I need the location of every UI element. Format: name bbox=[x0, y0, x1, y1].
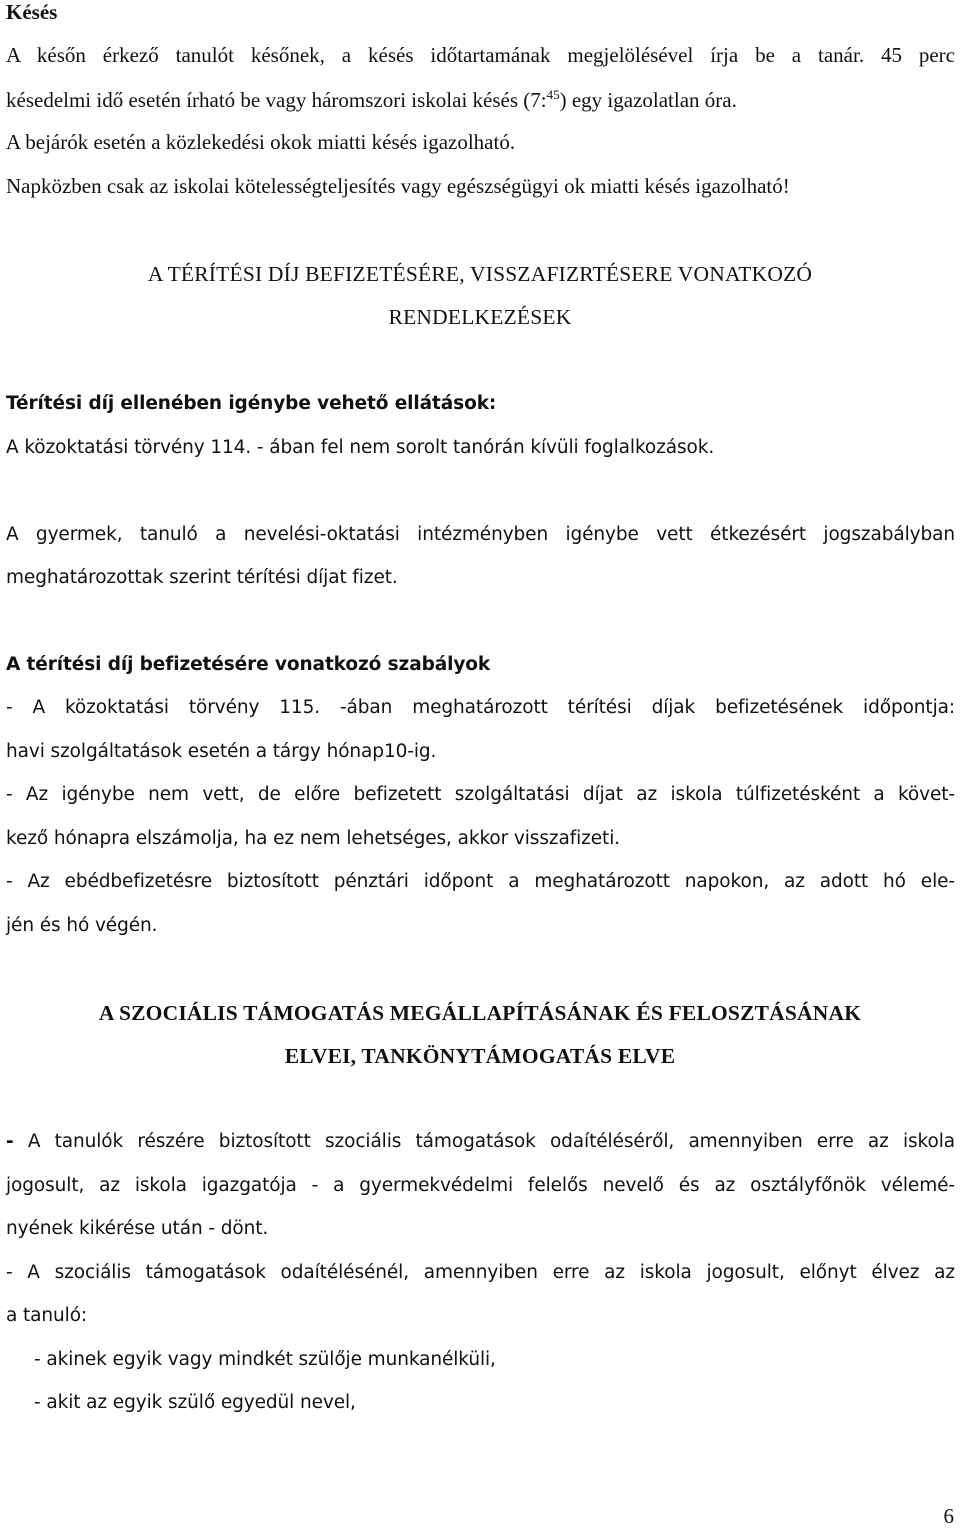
social-p1-line-3: nyének kikérése után - dönt. bbox=[6, 1218, 269, 1239]
fee-rule-1-line-1: - A közoktatási törvény 115. -ában meghatározott térítési díjak befizetésének időpontja: bbox=[6, 697, 955, 718]
fee-rule-2-line-2: kező hónapra elszámolja, ha ez nem lehetséges, akkor visszafizeti. bbox=[6, 828, 621, 849]
late-heading: Késés bbox=[6, 0, 58, 24]
fee-rule-1-line-2: havi szolgáltatások esetén a tárgy hónap10-ig. bbox=[6, 741, 437, 762]
fee-services-text: A közoktatási törvény 114. - ában fel nem sorolt tanórán kívüli foglalkozások. bbox=[6, 437, 715, 458]
social-list-item-1: - akinek egyik vagy mindkét szülője munkanélküli, bbox=[34, 1349, 496, 1370]
social-p1-line-1 bbox=[6, 1131, 955, 1161]
late-time-superscript: 45 bbox=[546, 87, 560, 102]
social-title-line-1: A SZOCIÁLIS TÁMOGATÁS MEGÁLLAPÍTÁSÁNAK ÉS FELOSZTÁSÁNAK bbox=[98, 1001, 862, 1025]
fee-title-line-2: RENDELKEZÉSEK bbox=[388, 305, 572, 329]
page-number: 6 bbox=[943, 1504, 954, 1528]
late-line-3: A bejárók esetén a közlekedési okok miatti késés igazolható. bbox=[6, 130, 516, 154]
fee-services-heading: Térítési díj ellenében igénybe vehető ellátások: bbox=[6, 393, 497, 414]
fee-meal-line-2: meghatározottak szerint térítési díjat fizet. bbox=[6, 567, 398, 588]
social-p1-line-1-text: A tanulók részére biztosított szociális támogatások odaítéléséről, amennyiben erre az iskola bbox=[13, 1131, 955, 1152]
late-line-2-text: késedelmi idő esetén írható be vagy háromszori iskolai késés (7: bbox=[6, 88, 547, 112]
late-line-1: A későn érkező tanulót későnek, a késés időtartamának megjelölésével írja be a tanár. 45 perc bbox=[6, 43, 955, 67]
social-p1-line-2: jogosult, az iskola igazgatója - a gyermekvédelmi felelős nevelő és az osztályfőnök vélemé- bbox=[6, 1175, 955, 1196]
fee-title-line-1: A TÉRÍTÉSI DÍJ BEFIZETÉSÉRE, VISSZAFIZRTÉSERE VONATKOZÓ bbox=[147, 262, 813, 286]
social-p2-line-2: a tanuló: bbox=[6, 1305, 88, 1326]
fee-rule-3-line-2: jén és hó végén. bbox=[6, 915, 158, 936]
fee-rule-2-line-1: - Az igénybe nem vett, de előre befizetett szolgáltatási díjat az iskola túlfizetésként a követ- bbox=[6, 784, 955, 805]
fee-rules-heading: A térítési díj befizetésére vonatkozó szabályok bbox=[6, 654, 491, 675]
fee-rule-3-line-1: - Az ebédbefizetésre biztosított pénztári időpont a meghatározott napokon, az adott hó ele- bbox=[6, 871, 955, 892]
late-line-2 bbox=[6, 88, 737, 113]
social-list-item-2: - akit az egyik szülő egyedül nevel, bbox=[34, 1392, 356, 1413]
fee-meal-line-1: A gyermek, tanuló a nevelési-oktatási intézményben igénybe vett étkezésért jogszabályban bbox=[6, 524, 955, 545]
social-p2-line-1: - A szociális támogatások odaítélésénél, amennyiben erre az iskola jogosult, előnyt élvez az bbox=[6, 1262, 955, 1283]
social-p1-dash: - bbox=[6, 1131, 14, 1152]
social-title-line-2: ELVEI, TANKÖNYTÁMOGATÁS ELVE bbox=[284, 1044, 676, 1068]
late-line-4: Napközben csak az iskolai kötelességteljesítés vagy egészségügyi ok miatti késés igazolható! bbox=[6, 174, 790, 198]
late-line-2-end: ) egy igazolatlan óra. bbox=[559, 88, 737, 112]
